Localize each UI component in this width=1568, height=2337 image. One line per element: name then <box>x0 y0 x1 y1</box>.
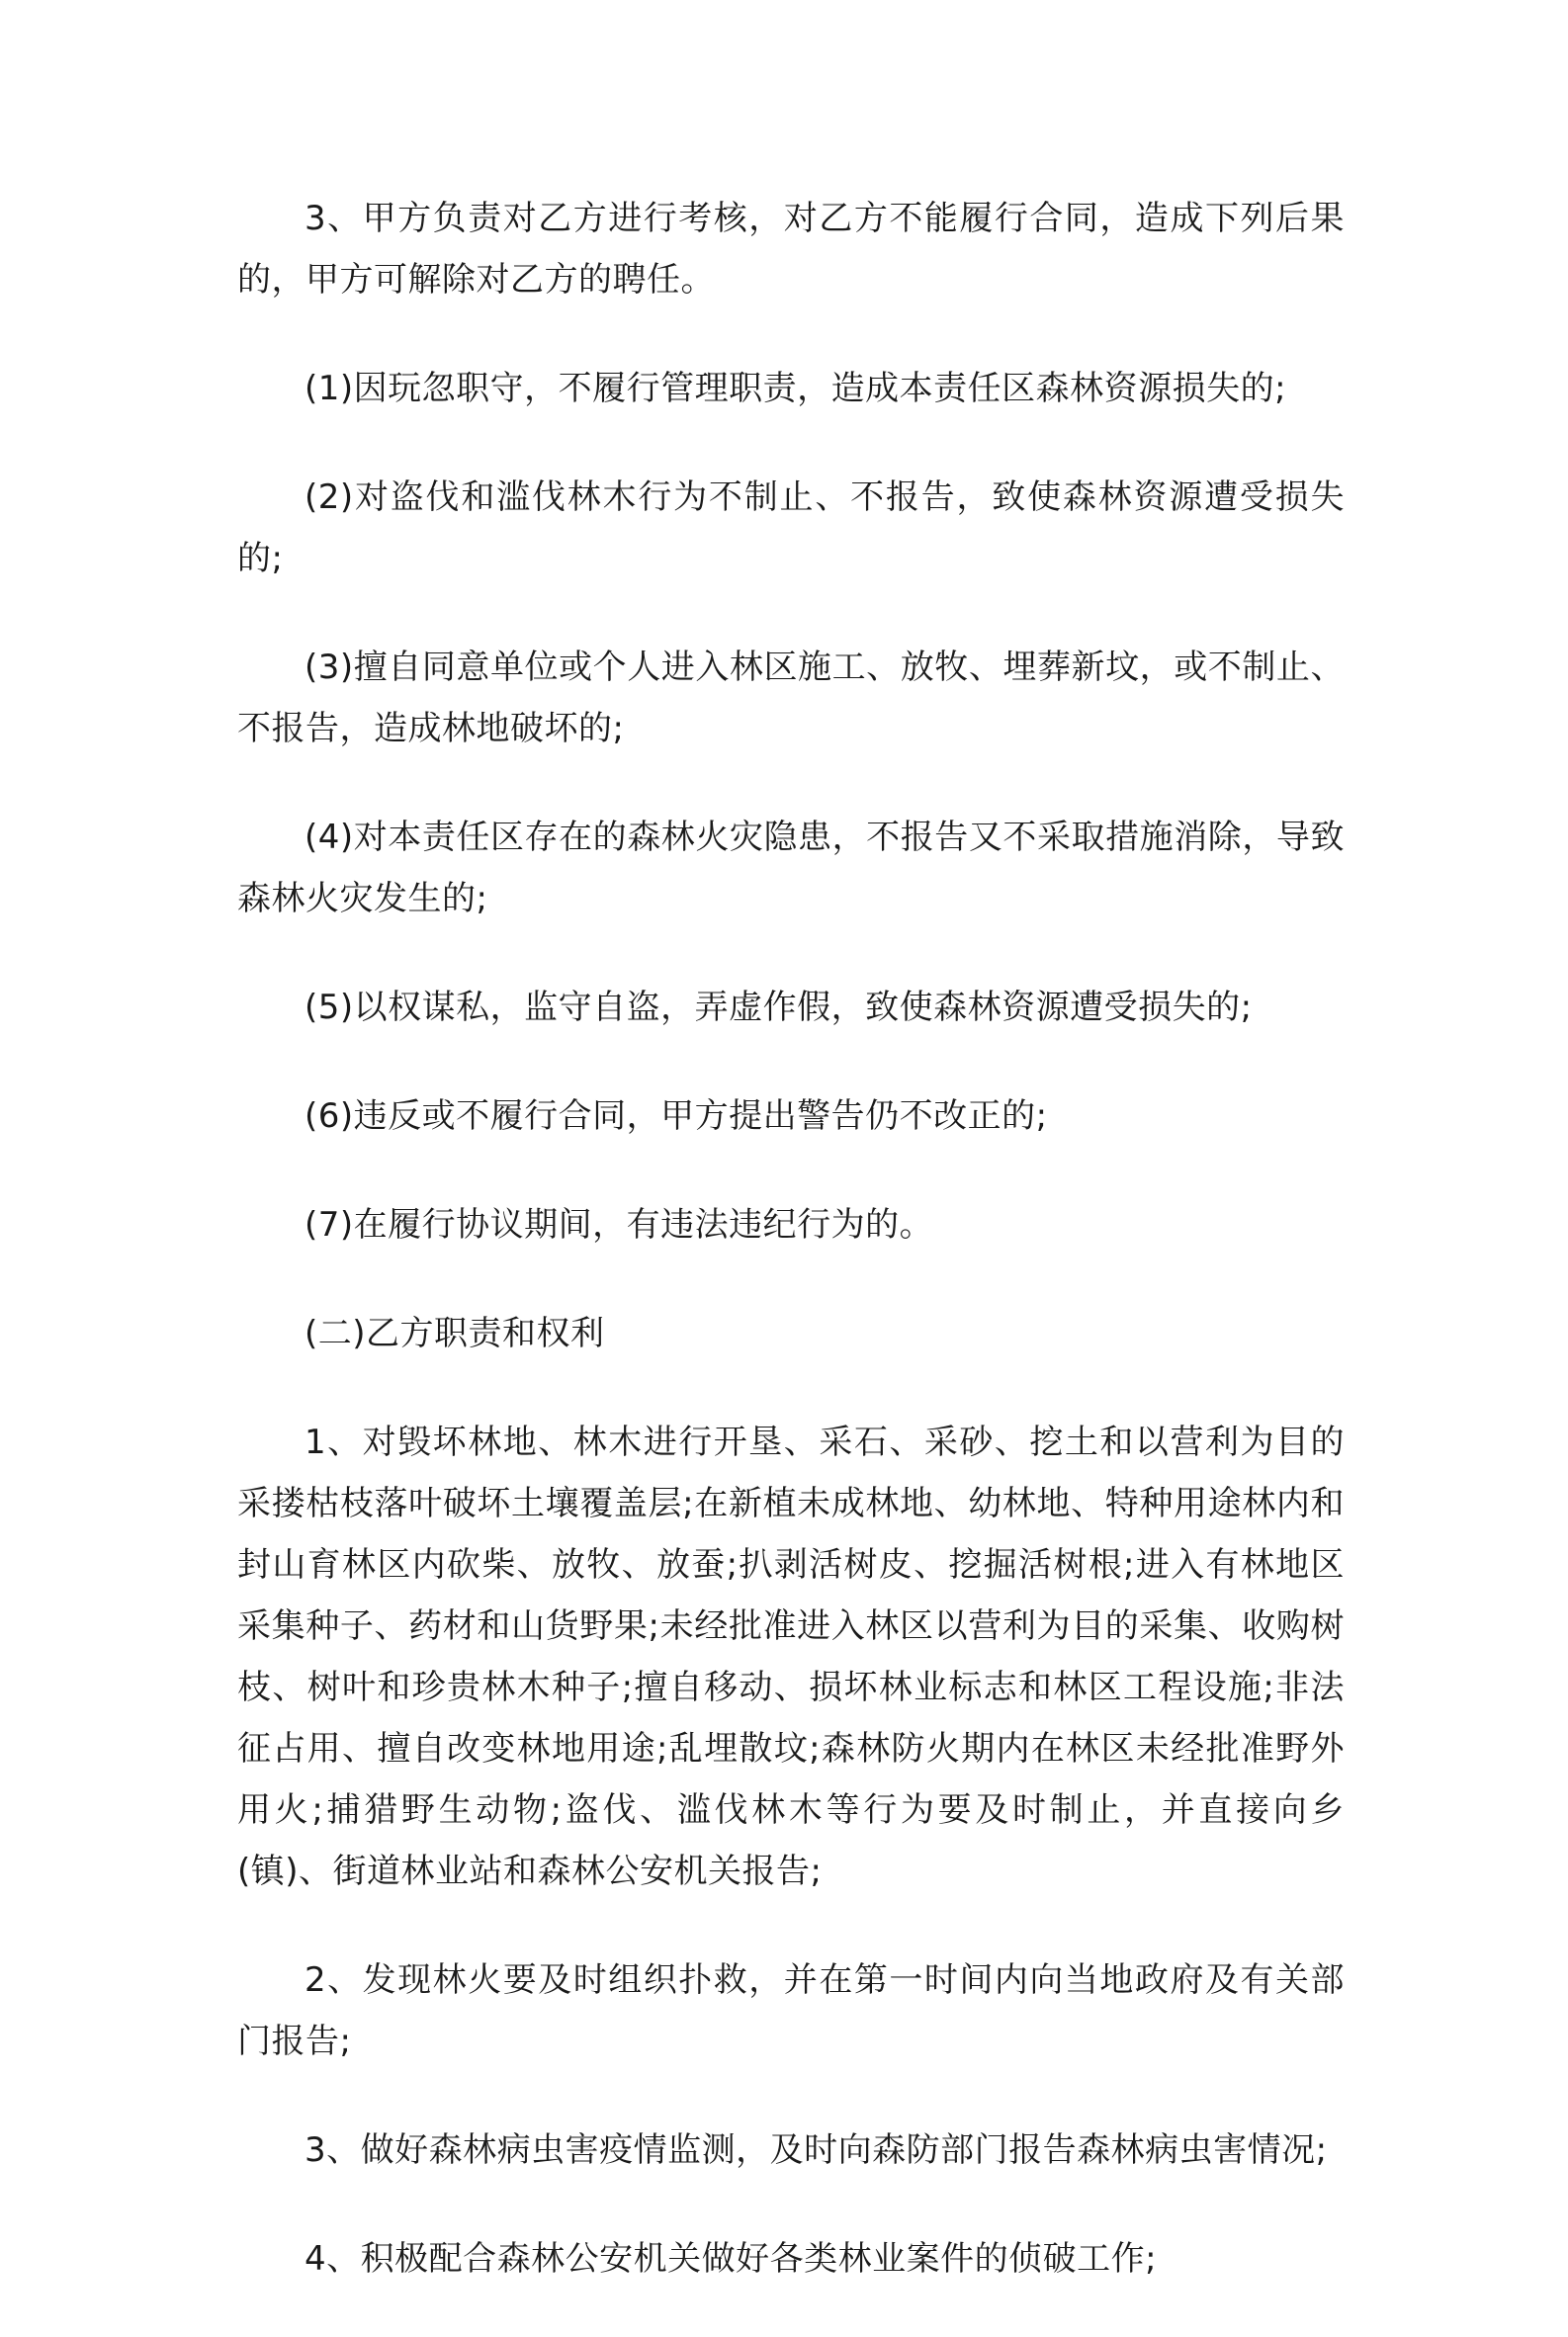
clause-3-assessment: 3、甲方负责对乙方进行考核，对乙方不能履行合同，造成下列后果的，甲方可解除对乙方的聘任。 <box>237 199 1345 300</box>
section-heading-party-b: (二)乙方职责和权利 <box>305 1314 605 1353</box>
duty-2-fire-response: 2、发现林火要及时组织扑救，并在第一时间内向当地政府及有关部门报告; <box>237 1960 1345 2061</box>
item-7-law-violation: (7)在履行协议期间，有违法违纪行为的。 <box>305 1205 934 1245</box>
duty-1-stop-destruction: 1、对毁坏林地、林木进行开垦、采石、采砂、挖土和以营利为目的采搂枯枝落叶破坏土壤覆盖层;在新植未成林地、幼林地、特种用途林内和封山育林区内砍柴、放牧、放蚕;扒剥活树皮、挖掘活树根;进入有林地区采集种子、药材和山货野果;未经批准进入林区以营利为目的采集、收购树枝、树叶和珍贵林木种子;擅自移动、损坏林业标志和林区工程设施;非法征占用、擅自改变林地用途;乱埋散坟;森林防火期内在林区未经批准野外用火;捕猎野生动物;盗伐、滥伐林木等行为要及时制止，并直接向乡(镇)、街道林业站和森林公安机关报告; <box>237 1423 1345 1891</box>
document-body <box>237 188 1345 2337</box>
item-4-fire-hazard: (4)对本责任区存在的森林火灾隐患，不报告又不采取措施消除，导致森林火灾发生的; <box>237 818 1345 918</box>
item-3-unauthorized-entry: (3)擅自同意单位或个人进入林区施工、放牧、埋葬新坟，或不制止、不报告，造成林地破坏的; <box>237 648 1345 748</box>
item-1-dereliction: (1)因玩忽职守，不履行管理职责，造成本责任区森林资源损失的; <box>305 369 1287 408</box>
item-2-illegal-logging: (2)对盗伐和滥伐林木行为不制止、不报告，致使森林资源遭受损失的; <box>237 477 1345 578</box>
duty-4-police-cooperation: 4、积极配合森林公安机关做好各类林业案件的侦破工作; <box>305 2239 1158 2279</box>
item-5-abuse-of-power: (5)以权谋私，监守自盗，弄虚作假，致使森林资源遭受损失的; <box>305 988 1253 1027</box>
item-6-contract-violation: (6)违反或不履行合同，甲方提出警告仍不改正的; <box>305 1096 1048 1136</box>
duty-3-pest-monitoring: 3、做好森林病虫害疫情监测，及时向森防部门报告森林病虫害情况; <box>305 2130 1328 2170</box>
